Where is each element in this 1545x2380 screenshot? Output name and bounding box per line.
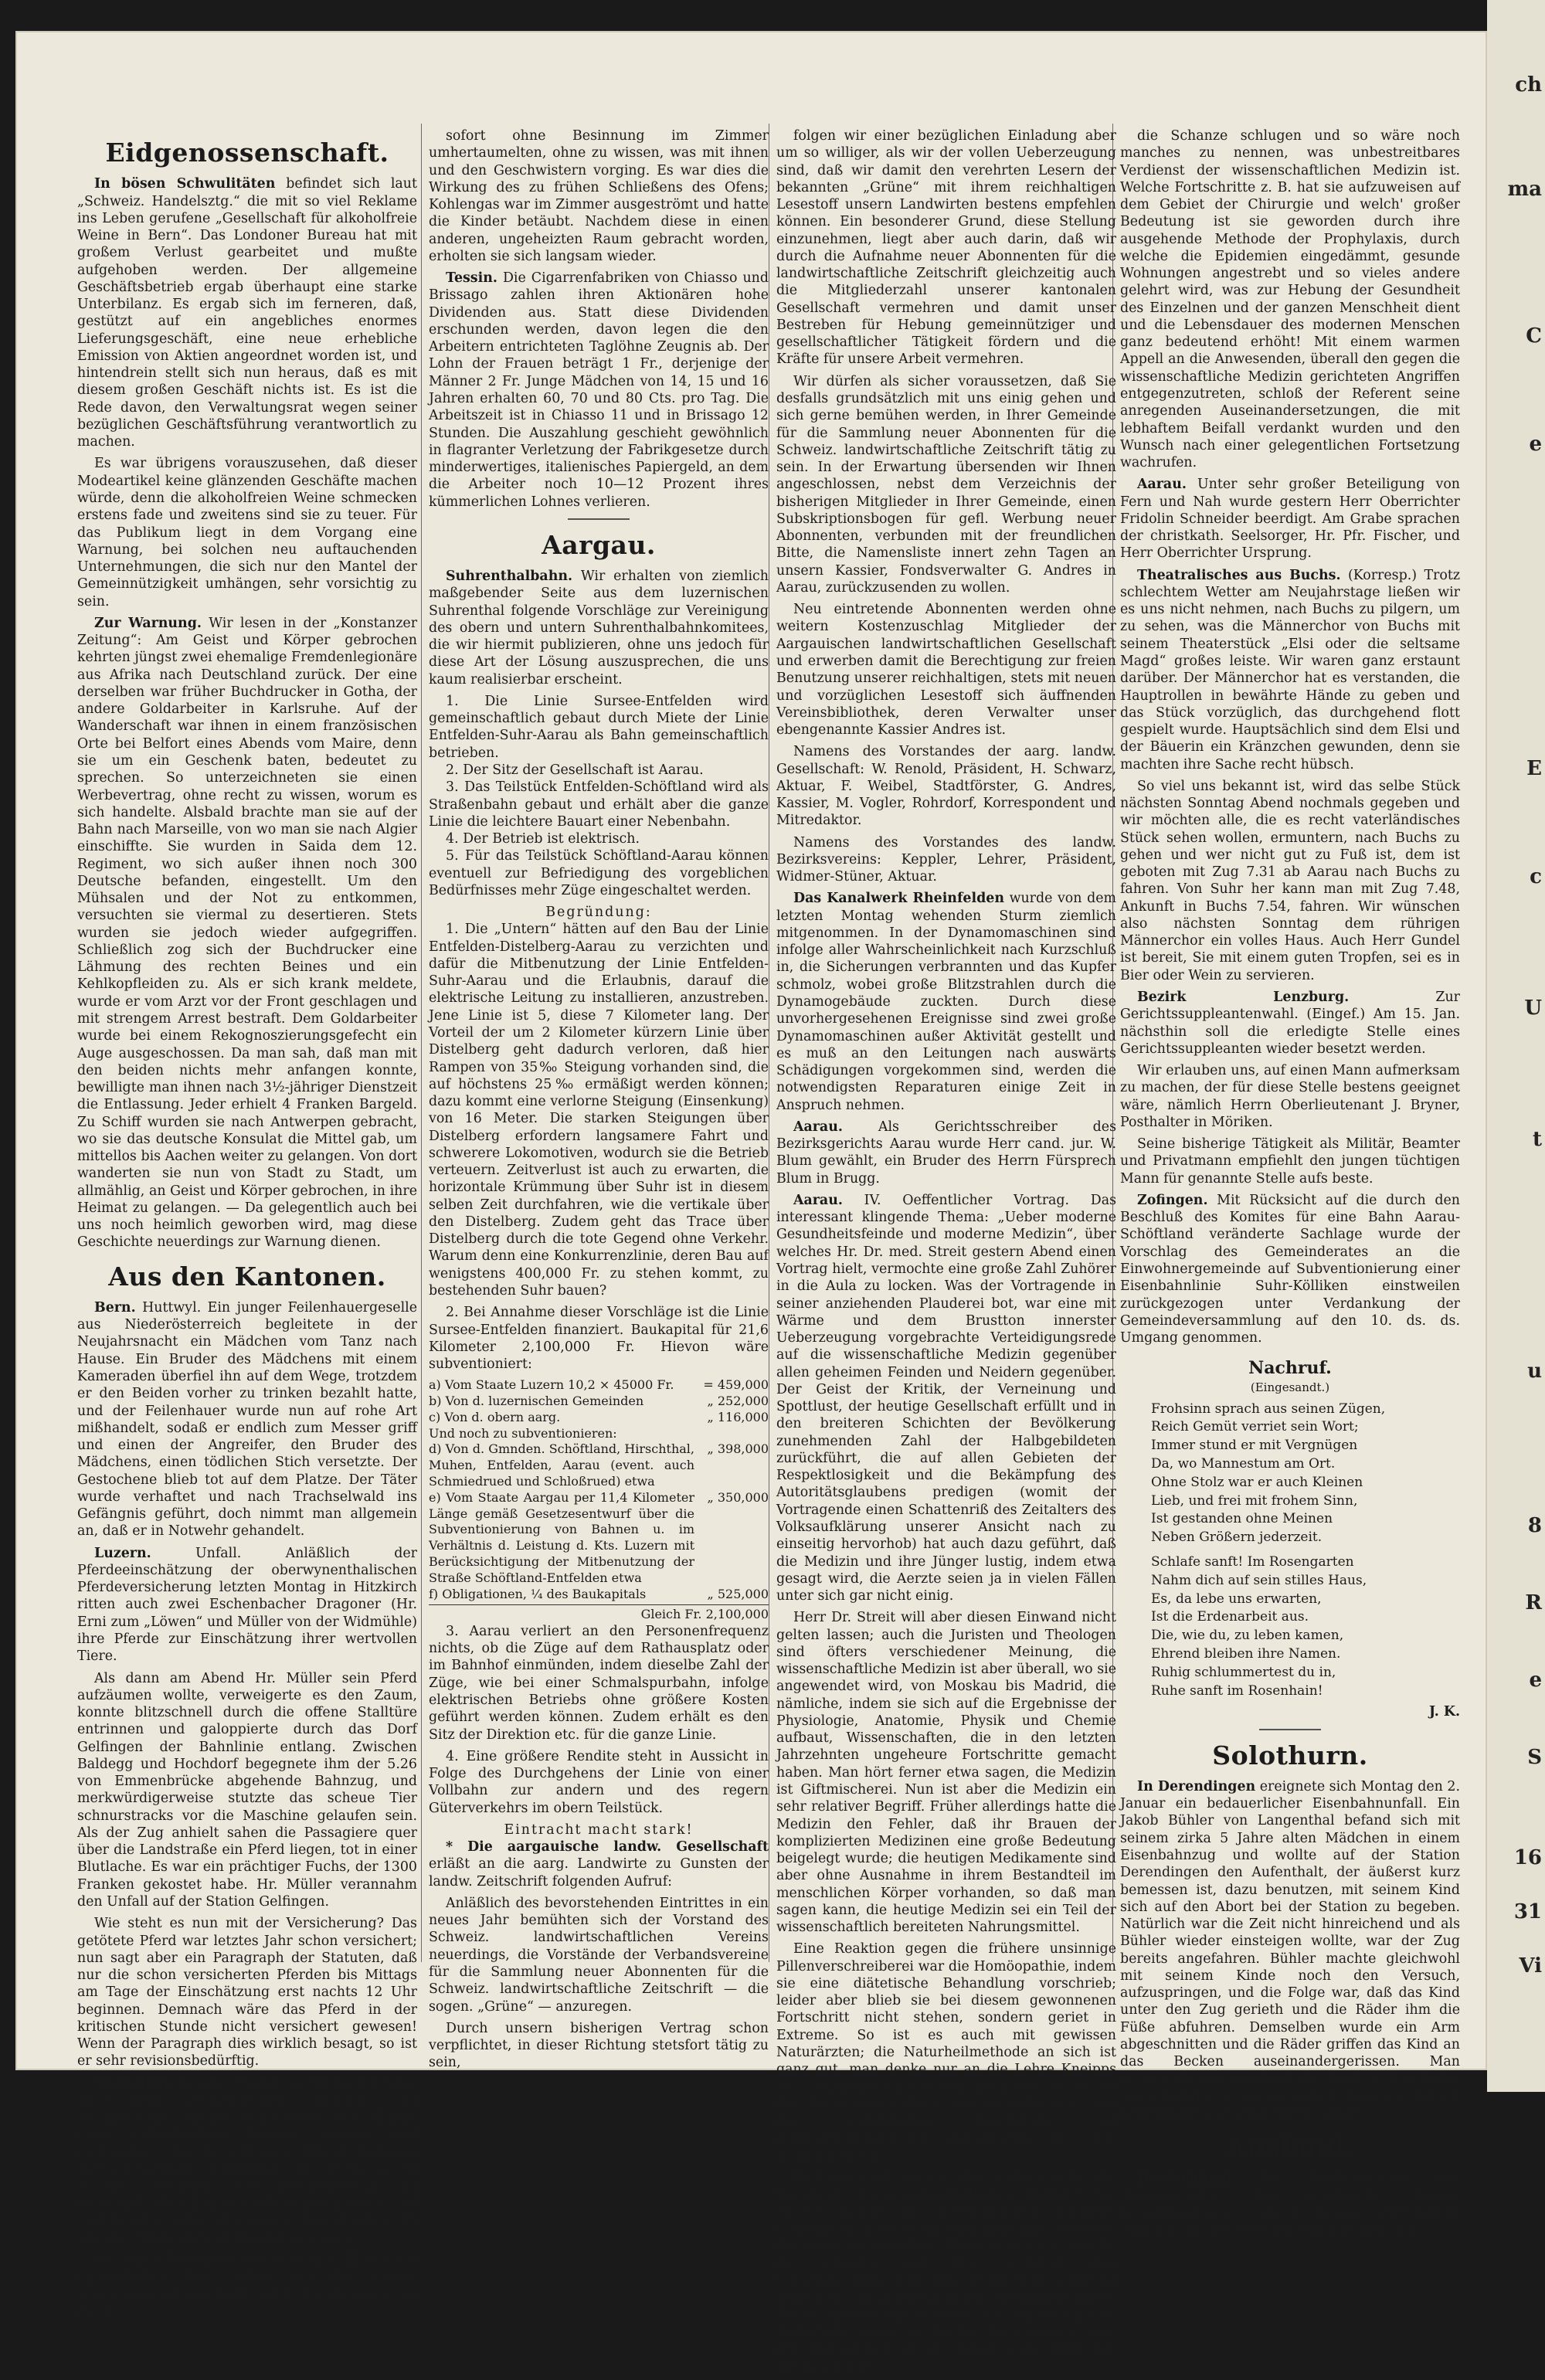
edge-glyph: 8 <box>1527 1514 1542 1537</box>
article-paragraph: Herr Dr. Streit will aber diesen Einwand nicht gelten lassen; auch die Juristen und Theologen sind öfters verschiedener Meinung, die wissenschaftliche Medizin ist aber überall, wo sie angewendet wird, von Moskau bis Madrid, die nämliche, indem sie sich auf die Ergebnisse der Physiologie, Anatomie, Physik und Chemie aufbaut, Wissenschaften, die in den letzten Jahrzehnten ungeheure Fortschritte gemacht haben. Man hört ferner etwa sagen, die Medizin ist Giftmischerei. Nun ist aber die Medizin ein sehr relativer Begriff. Früher allerdings hatte die Medizin den Fehler, daß ihr Brauen der komplizierten Medizinen eine große Bedeutung beigelegt wurde; die heutigen Medikamente sind aber ohne Ausnahme in ihrem Bestandteil im menschlichen Körper vorhanden, so daß man sagen kann, die heutige Medizin sei ein Teil der wissenschaftlich bereiteten Nahrungsmittel. <box>776 1610 1116 1936</box>
article-paragraph: Es war übrigens vorauszusehen, daß dieser Modeartikel keine glänzenden Geschäfte machen würde, denn die alkoholfreien Weine schmecken erstens fade und zweitens sind sie zu teuer. Für das Publikum liegt in dem Vorgang eine Warnung, bei solchen neu auftauchenden Unternehmungen, die sich nur den Mantel der Gemeinnützigkeit umhängen, sehr vorsichtig zu sein. <box>77 456 417 609</box>
edge-glyph: R <box>1525 1591 1542 1614</box>
divider <box>568 518 630 520</box>
article-paragraph: Wir erlauben uns, auf einen Mann aufmerksam zu machen, der für diese Stelle bestens geeignet wäre, nämlich Herrn Oberlieutenant J. Bryner, Posthalter in Möriken. <box>1120 1063 1460 1130</box>
motto: Eintracht macht stark! <box>504 1821 694 1838</box>
heading-aargau: Aargau. <box>542 529 656 560</box>
article-lenzburg: Bezirk Lenzburg. Zur Gerichtssuppleantenwahl. (Eingef.) Am 15. Jan. nächsthin soll die erledigte Stelle eines Gerichtssuppleanten wieder besetzt werden. <box>1120 990 1460 1057</box>
poem-line: Immer stund er mit Vergnügen <box>1151 1438 1358 1454</box>
poem-line: Lieb, und frei mit frohem Sinn, <box>1151 1492 1358 1509</box>
poem-line: Ist gestanden ohne Meinen <box>1151 1511 1333 1527</box>
article-kanalwerk: Das Kanalwerk Rheinfelden wurde von dem letzten Montag wehenden Sturm ziemlich mitgenommen. In der Dynamomaschinen sind infolge aller Wahrscheinlichkeit nach Kurzschluß in, die Sicherungen verbrannten und das Kupfer schmolz, wobei große Blitzstrahlen durch die Dynamogebäude zuckten. Durch diese unvorhergesehenen Ereignisse sind zwei große Dynamomaschinen außer Aktivität gestellt und es muß an den Leitungen nach auswärts Schädigungen vorgekommen sind, werden die notwendigsten Reparaturen einige Zeit in Anspruch nehmen. <box>776 891 1116 1113</box>
article-deutschland: Deutschland. Die Verdeutschung der Armeesprache. Das preußische Armee-Verordnungsblatt vom 1. Januar 1899 bringt folgende im Interesse der Sprache und der <box>1120 2171 1461 2239</box>
edge-glyph: u <box>1527 1360 1542 1383</box>
article-continued: die Schanze schlugen und so wäre noch manches zu nennen, was unbestreitbares Verdienst der wissenschaftlichen Medizin ist. Welche Fortschritte z. B. hat sie aufzuweisen auf dem Gebiet der Chirurgie und welch' großer Bedeutung ist sie geworden durch ihre ausgehende Methode der Prophylaxis, durch welche die Epidemien eingedämmt, gesunde Wohnungen angestrebt und so vieles andere gelehrt wird, was zur Hebung der Gesundheit des Einzelnen und der ganzen Menschheit dient und die Lebensdauer des modernen Menschen ganz bedeutend erhöht! Mit einem warmen Appell an die Anwesenden, überall den gegen die wissenschaftliche Medizin gerichteten Angriffen entgegenzutreten, schloß der Referent seine anregenden Auseinandersetzungen, die mit lebhaftem Beifall verdankt wurden und den Wunsch nach einer gelegentlichen Fortsetzung wachrufen. <box>1120 128 1460 471</box>
edge-glyph: C <box>1526 324 1542 348</box>
adjacent-page-edge <box>1487 0 1545 2092</box>
column-2 <box>429 127 769 2076</box>
proposal-item: 2. Der Sitz der Gesellschaft ist Aarau. <box>446 762 704 778</box>
column-3 <box>776 127 1116 2380</box>
poem-stanza-1 <box>1120 1400 1460 1547</box>
poem-line: Ehrend bleiben ihre Namen. <box>1151 1646 1341 1662</box>
article-buchs: Theatralisches aus Buchs. (Korresp.) Trotz schlechtem Wetter am Neujahrstage ließen wir es uns nicht nehmen, nach Buchs zu pilgern, um zu sehen, was die Männerchor von Buchs mit seinem Theaterstück „Elsi oder die seltsame Magd“ großes leiste. Wir waren ganz erstaunt darüber. Der Männerchor hat es verstanden, die Hauptrollen in bewährte Hände zu geben und das Stück vorzüglich, das durchgehend flott gespielt wurde. Hauptsächlich sind dem Elsi und der Bäuerin ein Kränzchen gewunden, denn sie machten ihre Sache recht hübsch. <box>1120 567 1460 772</box>
eingesandt-note: (Eingesandt.) <box>1250 1380 1330 1395</box>
column-4 <box>1120 127 1460 2244</box>
reason-item: 3. Aarau verliert an den Personenfrequenz nichts, ob die Züge auf dem Rathausplatz oder im Bahnhof einmünden, indem dieselbe Zahl der Züge, wie bei einer Schmalspurbahn, infolge elektrischen Betriebs ohne größere Kosten geführt werden können. Zudem erhält es den Sitz der Direktion etc. für die ganze Linie. <box>429 1623 769 1743</box>
heading-ausland: Ausland. <box>1226 2132 1354 2163</box>
edge-glyph: c <box>1530 865 1542 888</box>
poem-line: Frohsinn sprach aus seinen Zügen, <box>1151 1400 1386 1417</box>
edge-glyph: ma <box>1507 178 1542 201</box>
table-row: Und noch zu subventionieren: <box>429 1425 617 1441</box>
article-alkoholfreie-weine: In bösen Schwulitäten befindet sich laut „Schweiz. Handelsztg.“ die mit so viel Reklame ins Leben gerufene „Gesellschaft für alkoholfreie Weine in Bern“. Das Londoner Bureau hat mit großem Verlust gearbeitet und mußte aufgehoben werden. Der allgemeine Geschäftsbetrieb ergab überhaupt eine starke Unterbilanz. Es ergab sich im ferneren, daß, gestützt auf ein angebliches enormes Lieferungsgeschäft, eine neue erhebliche Emission von Aktien angeordnet worden ist, und hintendrein stellt sich nun heraus, daß es mit diesem großen Geschäft nichts ist. Es ist die Rede davon, den Verwaltungsrat wegen seiner bezüglichen Geschäftsführung verantwortlich zu machen. <box>77 176 417 450</box>
edge-glyph: e <box>1529 433 1542 456</box>
article-paragraph: Durch unsern bisherigen Vertrag schon verpflichtet, in dieser Richtung stetsfort tätig zu sein, <box>429 2020 769 2071</box>
proposal-item: 3. Das Teilstück Entfelden-Schöftland wird als Straßenbahn gebaut und erhält aber die ganze Linie die leichtere Bauart einer Nebenbahn. <box>429 779 769 830</box>
article-st-gallen: St. Gallen. In einer Familie in St. Gallen wäre nach dem „Stadtanzeiger“ beinahe, am Neujahrstage infolge Schliessens der Klappe eines Cylinderofens beinahe großes Leid entstanden. Die betreffenden Eltern begaben sich am Sonntag vormittag zur Kirche; sie hatten in der Meinung, daß Brennmaterial sei verbrannt, den Zug des Ofens geschlossen und fünf Kinder unter der Obhut des ältesten 15 jährigen Mädchens im Zimmer gelassen. <box>77 2075 417 2246</box>
divider <box>1259 1729 1321 1730</box>
article-luzern: Luzern. Unfall. Anläßlich der Pferdeeinschätzung der oberwynenthalischen Pferdeversicherung letzten Montag in Hitzkirch ritten auch zwei Eschenbacher Dragoner (Hr. Erni zum „Löwen“ und Müller von der Widmühle) ihre Pferde zur Einschätzung ihrer wertvollen Tiere. <box>77 1545 417 1665</box>
article-paragraph: Anläßlich des bevorstehenden Eintrittes in ein neues Jahr bemühten sich der Vorstand des Schweiz. landwirtschaftlichen Vereins neuerdings, die Vorstände der Verbandsvereine für die Sammlung neuer Abonnenten für die Schweiz. landwirtschaftliche Zeitschrift — die sogen. „Grüne“ — anzuregen. <box>429 1895 769 2015</box>
newspaper-page <box>15 31 1487 2375</box>
article-continued: sofort ohne Besinnung im Zimmer umhertaumelten, ohne zu wissen, was mit ihnen und den Geschwistern vorging. Es war dies die Wirkung des zu frühen Schließens des Ofens; Kohlengas war im Zimmer ausgeströmt und hatte die Kinder betäubt. Nachdem diese in einen anderen, ungeheizten Raum gebracht worden, erholten sie sich langsam wieder. <box>429 128 769 264</box>
edge-glyph: t <box>1532 1128 1542 1151</box>
article-tessin: Tessin. Die Cigarrenfabriken von Chiasso und Brissago zahlen ihren Aktionären hohe Dividenden aus. Statt diese Dividenden erschunden werden, davon legen die den Arbeitern entrichteten Taglöhne Zeugnis ab. Der Lohn der Frauen beträgt 1 Fr., derjenige der Männer 2 Fr. Junge Mädchen von 14, 15 und 16 Jahren erhalten 60, 70 und 80 Cts. pro Tag. Die Arbeitszeit ist in Chiasso 11 und in Brissago 12 Stunden. Die Auszahlung geschieht gewöhnlich in flagranter Verletzung der Fabrikgesetze durch minderwertiges, italienisches Papiergeld, an dem die Arbeiter noch 10—12 Prozent ihres kümmerlichen Lohnes verlieren. <box>429 270 769 510</box>
article-paragraph: Seine bisherige Tätigkeit als Militär, Beamter und Privatmann empfiehlt den jungen tüchtigen Mann für genannte Stelle aufs beste. <box>1120 1136 1460 1187</box>
edge-glyph: 31 <box>1513 1900 1542 1923</box>
edge-glyph: U <box>1524 996 1542 1020</box>
article-paragraph: Neu eintretende Abonnenten werden ohne weitern Kostenzuschlag Mitglieder der Aargauischen landwirtschaftlichen Gesellschaft und erwerben damit die Berechtigung zur freien Benutzung unserer reichhaltigen, stets mit neuen und vorzüglichen Lesestoff sich äuffnenden Vereinsbibliothek, deren Verwalter unser ebengenannte Kassier Andres ist. <box>776 602 1116 738</box>
article-suhrenthalbahn: Suhrenthalbahn. Wir erhalten von ziemlich maßgebender Seite aus dem luzernischen Suhrenthal folgende Vorschläge zur Vereinigung des obern und untern Suhrenthalbahnkomitees, die wir hiermit publizieren, ohne uns jedoch für diese Art der Lösung auszusprechen, die uns kaum realisierbar erscheint. <box>429 569 769 688</box>
article-bern: Bern. Huttwyl. Ein junger Feilenhauergeselle aus Niederösterreich begleitete in der Neujahrsnacht ein Mädchen vom Tanz nach Hause. Ein Bruder des Mädchens mit einem Kameraden überfiel ihn auf dem Wege, trotzdem er den Beiden vorher zu trinken bezahlt hatte, und der Feilenhauer wurde nun auf rohe Art mißhandelt, sodaß er endlich zum Messer griff und einen der Angreifer, den Bruder des Mädchens, einen tödlichen Stich versetzte. Der Gestochene blieb tot auf dem Platze. Der Täter wurde verhaftet und nach Trachselwald ins Gefängnis geführt, doch nimmt man allgemein an, daß er in Notwehr gehandelt. <box>77 1299 417 1540</box>
edge-glyph: Vi <box>1519 1954 1542 1978</box>
article-aarau-beerdigung: Aarau. Unter sehr großer Beteiligung von Fern und Nah wurde gestern Herr Oberrichter Fridolin Schneider beerdigt. Am Grabe sprachen der christkath. Seelsorger, Hr. Pfr. Fischer, und Herr Oberrichter Ursprung. <box>1120 477 1460 562</box>
article-paragraph: Welches sind nun auf der andern Seite die Wohltaten der wissenschaftlichen Medizin? Sie ist es, welche die unschätzbaren Heilmittel Chloroform und Cocain eingeführt hat; Vertreter der wissenschaftlichen Medizin sind es, welche die Cholera und Pest studiert, den Choleravacillus und das Pestserum entdeckt haben; der wissenschaftlichen Medizin gebildete Aerzte sind es und es ferner, die ein sehr kleine Naturärzte waren es, die bei dem Schlachtfelde der Menschheit ist ihr Leben zum Wohl der Menschheit in <box>776 2169 1116 2375</box>
article-zur-warnung: Zur Warnung. Wir lesen in der „Konstanzer Zeitung“: Am Geist und Körper gebrochen kehrten jüngst zwei ehemalige Fremdenlegionäre aus Afrika nach Deutschland zurück. Der eine derselben war früher Buchdrucker in Gotha, der andere Goldarbeiter in Karlsruhe. Auf der Wanderschaft war ihnen in einem französischen Orte bei Belfort eines Abends vom Maire, denn sie um ein Geschenk baten, bedeutet zu sprechen. So unterzeichneten sie einen Werbevertrag, ohne recht zu wissen, worum es sich handelte. Alsbald brachte man sie auf der Bahn nach Marseille, von wo man sie nach Algier einschiffte. Sie wurden in Saida dem 12. Regiment, wo sich außer ihnen noch 300 Deutsche befanden, eingestellt. Um den Mühsalen und der Not zu entkommen, versuchten sie viermal zu desertieren. Stets wurden sie jedoch wieder aufgegriffen. Schließlich zog sich der Buchdrucker eine Lähmung des rechten Beines und ein Kehlkopfleiden zu. Als er sich krank meldete, wurde er vom Arzt vor der Front geschlagen und mit strengem Arrest bestraft. Dem Goldarbeiter wurde bei einem Rekognoszierungsgefecht ein Auge ausgeschossen. Da man sah, daß man mit den beiden nichts mehr anfangen konnte, bewilligte man ihnen nach 3½-jähriger Dienstzeit die Entlassung. Jeder erhielt 4 Franken Bargeld. Zu Schiff wurden sie nach Antwerpen gebracht, wo sie das deutsche Konsulat die Mittel gab, um mittellos bis Aachen weiter zu gelangen. Von dort wanderten sie nun von Stadt zu Stadt, um allmählig, an Geist und Körper gebrochen, in ihre Heimat zu gelangen. — Da gelegentlich auch bei uns noch heimlich geworben wird, mag diese Geschichte neuerdings zur Warnung dienen. <box>77 615 418 1251</box>
proposal-item: 1. Die Linie Sursee-Entfelden wird gemeinschaftlich gebaut durch Miete der Linie Entfelden-Suhr-Aarau als Bahn gemeinschaftlich betrieben. <box>429 693 769 761</box>
poem-line: Reich Gemüt verriet sein Wort; <box>1151 1419 1359 1435</box>
reason-item: 1. Die „Untern“ hätten auf den Bau der Linie Entfelden-Distelberg-Aarau zu verzichten und dafür die Mitbenutzung der Linie Entfelden-Suhr-Aarau und die Erlaubnis, darauf die elektrische Leitung zu installieren, anzustreben. Jene Linie ist 5, diese 7 Kilometer lang. Der Vorteil der um 2 Kilometer kürzern Linie über Distelberg geht dadurch verloren, daß hier Rampen von 35‰ Steigung vorhanden sind, die auf höchstens 25‰ ermäßigt werden können; dazu kommt eine verlorne Steigung (Einsenkung) von 16 Meter. Die starken Steigungen über Distelberg erfordern langsamere Fahrt und schwerere Lokomotiven, wodurch sie die Betrieb verteuern. Zeitverlust ist auch zu erwarten, die horizontale Krümmung über Suhr ist in diesem selben Zeit durchfahren, wie die vertikale über den Distelberg. Zudem geht das Trace über Distelberg durch die tote Gegend ohne Verkehr. Warum denn eine Konkurrenzlinie, deren Bau auf wenigstens 400,000 Fr. zu stehen kommt, zu bestehenden Suhr bauen? <box>429 922 769 1299</box>
poem-stanza-2 <box>1120 1553 1460 1700</box>
heading-aus-den-kantonen: Aus den Kantonen. <box>108 1261 386 1292</box>
article-derendingen: In Derendingen ereignete sich Montag den 2. Januar ein bedauerlicher Eisenbahnunfall. Ein Jakob Bühler von Langenthal befand sich mit seinem zirka 5 Jahre alten Mädchen in einem Eisenbahnzug und wollte auf der Station Derendingen den Aufenthalt, der äußerst kurz bemessen ist, dazu benutzen, mit seinem Kind sich auf den Abort bei der Station zu begeben. Natürlich war die Zeit nicht hinreichend und als Bühler wieder einsteigen wollte, war der Zug bereits angefahren. Bühler machte gleichwohl mit seinem Kinde noch den Versuch, aufzuspringen, und die Folge war, daß das Kind unter den Zug gerieth und die Räder ihm die Füße abfuhren. Demselben wurde ein Arm abgeschnitten und die Räder griffen das Kind an das Becken auseinandergerissen. Man verbrachte das unglückliche Kind in das Spital nach Solothurn, wo es jedoch bald von seinen Leiden durch den Tod erlöst wurde. <box>1120 1778 1460 2121</box>
heading-nachruf: Nachruf. <box>1248 1358 1332 1379</box>
edge-glyph: 16 <box>1513 1846 1542 1869</box>
poem-line: Da, wo Mannestum am Ort. <box>1151 1456 1336 1472</box>
edge-glyph: E <box>1526 757 1542 780</box>
article-paragraph: Bei ihrer Rückkehr bot sich den Eltern ein entsetzliches Bild, indem bei der Kinder regungslos auf dem Sofa lagen und die größeren zwei <box>77 2252 417 2320</box>
heading-eidgenossenschaft: Eidgenossenschaft. <box>105 138 389 168</box>
table-total: Gleich Fr. 2,100,000 <box>429 1604 769 1622</box>
article-paragraph: Als dann am Abend Hr. Müller sein Pferd aufzäumen wollte, verweigerte es den Zaum, konnte blitzschnell durch die offene Stalltüre entrinnen und galoppierte durch das Dorf Gelfingen der Bahnlinie entlang. Zwischen Baldegg und Hochdorf begegnete ihm der 5.26 von Emmenbrücke abgehende Bahnzug, und merkwürdigerweise stutzte das scheue Tier schnurstracks vor die Maschine gelaufen sein. Als der Zug anhielt sahen die Passagiere quer über die Landstraße ein Pferd liegen, tot in einer Blutlache. Es war ein prächtiger Fuchs, der 1300 Franken gekostet habe. Hr. Müller verannahm den Unfall auf der Station Gelfingen. <box>77 1670 417 1910</box>
poem-line: Die, wie du, zu leben kamen, <box>1151 1628 1344 1644</box>
table-row: f) Obligationen, ¼ des Baukapitals „ 525,000 <box>429 1586 769 1601</box>
article-paragraph: So viel uns bekannt ist, wird das selbe Stück nächsten Sonntag Abend nochmals gegeben und wir möchten alle, die es recht vaterländisches Stück sehen wollen, ermuntern, nach Buchs zu gehen und wer nicht gut zu Fuß ist, dem ist geboten mit Zug 7.31 ab Aarau nach Buchs zu fahren. Von Suhr her kann man mit Zug 7.48, Ankunft in Buchs 7.54, fahren. Wir wünschen also nächsten Sonntag dem rührigen Männerchor ein volles Haus. Auch Herr Gundel ist bereit, Sie mit einem guten Tropfen, sei es in Bier oder Wein zu servieren. <box>1120 778 1460 983</box>
column-1 <box>77 127 417 2324</box>
edge-glyph: e <box>1529 1669 1542 1692</box>
proposal-item: 5. Für das Teilstück Schöftland-Aarau können eventuell zur Befriedigung des vorgeblichen Bedürfnisses mehr Züge eingeschaltet werden. <box>429 848 769 898</box>
heading-solothurn: Solothurn. <box>1212 1740 1368 1771</box>
poem-line: Ruhe sanft im Rosenhain! <box>1151 1682 1323 1699</box>
table-row: d) Von d. Gmnden. Schöftland, Hirschthal, Muhen, Entfelden, Aarau (event. auch Schmiedrued und Schloßrued) etwa „ 398,000 <box>429 1441 769 1489</box>
edge-glyph: S <box>1527 1746 1542 1769</box>
poem-signature: J. K. <box>1428 1704 1460 1720</box>
reason-item: 4. Eine größere Rendite steht in Aussicht in Folge des Durchgehens der Linie von einer Vollbahn zur andern und des regern Güterverkehrs im obern Teilstück. <box>429 1748 769 1816</box>
poem-line: Schlafe sanft! Im Rosengarten <box>1151 1554 1354 1570</box>
signatories: Namens des Vorstandes des landw. Bezirksvereins: Keppler, Lehrer, Präsident, Widmer-Stüner, Aktuar. <box>776 834 1116 885</box>
poem-line: Neben Größern jederzeit. <box>1151 1530 1323 1546</box>
table-row: a) Vom Staate Luzern 10,2 × 45000 Fr. = 459,000 <box>429 1377 769 1393</box>
column-rule <box>421 124 422 1962</box>
subsidy-table <box>429 1377 769 1623</box>
article-paragraph: Wir dürfen als sicher voraussetzen, daß Sie desfalls grundsätzlich mit uns einig gehen und sich gerne bemühen werden, in Ihrer Gemeinde für die Sammlung neuer Abonnenten für die Schweiz. landwirtschaftliche Zeitschrift tätig zu sein. In der Erwartung übersenden wir Ihnen angeschlossen, nebst dem Verzeichnis der bisherigen Mitglieder in Ihrer Gemeinde, einen Subskriptionsbogen für gefl. Werbung neuer Abonnenten, verbunden mit der freundlichen Bitte, die Namensliste innert zehn Tagen an unsern Kassier, Fondsverwalter G. Andres in Aarau, zurückzusenden zu wollen. <box>776 373 1116 596</box>
article-zofingen: Zofingen. Mit Rücksicht auf die durch den Beschluß des Komites für eine Bahn Aarau-Schöftland veränderte Sachlage wurde der Vorschlag des Gemeinderates an die Einwohnergemeinde auf Subventionierung einer Eisenbahnlinie Suhr-Kölliken einstweilen zurückgezogen unter Verdankung der Gemeindeversammlung auf den 10. ds. ds. Umgang genommen. <box>1120 1192 1460 1346</box>
proposal-item: 4. Der Betrieb ist elektrisch. <box>446 831 640 847</box>
poem-line: Ohne Stolz war er auch Kleinen <box>1151 1474 1363 1490</box>
table-row: e) Vom Staate Aargau per 11,4 Kilometer Länge gemäß Gesetzesentwurf über die Subventionierung von Bahnen u. im Verhältnis d. Leistung d. Kts. Luzern mit Berücksichtigung der Mitbenutzung der Straße Schöftland-Entfelden etwa „ 350,000 <box>429 1489 769 1585</box>
poem-line: Ist die Erdenarbeit aus. <box>1151 1609 1309 1625</box>
signatories: Namens des Vorstandes der aarg. landw. Gesellschaft: W. Renold, Präsident, H. Schwarz, Aktuar, F. Weibel, Stadtförster, G. Andres, Kassier, M. Vogler, Rohrdorf, Korrespondent und Mitredaktor. <box>776 744 1116 829</box>
article-continued: folgen wir einer bezüglichen Einladung aber um so williger, als wir der vollen Ueberzeugung sind, daß wir damit den verehrten Lesern der bekannten „Grüne“ mit ihrem reichhaltigen Lesestoff unsern Landwirten bestens empfehlen können. Ein besonderer Grund, diese Stellung einzunehmen, liegt aber auch darin, daß wir durch die Aufnahme neuer Abonnenten für die landwirtschaftliche Zeitschrift gleichzeitig auch die Mitgliederzahl unserer kantonalen Gesellschaft vermehren und damit unser Bestreben für Hebung gemeinnütziger und gesellschaftlicher Tätigkeit fördern und die Kräfte für unsere Arbeit vermehren. <box>776 128 1116 368</box>
begruendung-heading: Begründung: <box>545 905 652 921</box>
table-row: c) Von d. obern aarg. „ 116,000 <box>429 1409 769 1424</box>
article-aarau-gerichtsschreiber: Aarau. Als Gerichtsschreiber des Bezirksgerichts Aarau wurde Herr cand. jur. W. Blum gewählt, ein Bruder des Herrn Fürsprech Blum in Brugg. <box>776 1119 1116 1187</box>
reason-item: 2. Bei Annahme dieser Vorschläge ist die Linie Sursee-Entfelden finanziert. Baukapital für 21,6 Kilometer 2,100,000 Fr. Hievon wäre subventioniert: <box>429 1305 769 1373</box>
article-paragraph: Eine Reaktion gegen die frühere unsinnige Pillenverschreiberei war die Homöopathie, indem sie eine diätetische Behandlung vorschrieb; leider aber blieb sie bei diesem gewonnenen Fortschritt nicht stehen, sondern geriet in Extreme. So ist es auch mit gewissen Naturärzten; die Naturheilmethode an sich ist ganz gut, man denke nur an die Lehre Kneipps ist ja ganz gut und richtig, doch was meiste an den Naturheilverfahren aber ist Schwindel, von den berüchtigten Broschüren und Zeitungsinseraten der „Glarner Universität“ gar nicht zu reden. <box>776 1941 1116 2164</box>
article-landw-gesellschaft: * Die aargauische landw. Gesellschaft erläßt an die aarg. Landwirte zu Gunsten der landw. Zeitschrift folgenden Aufruf: <box>429 1839 769 1889</box>
article-paragraph: Wie steht es nun mit der Versicherung? Das getötete Pferd war letztes Jahr schon versichert; nun sagt aber ein Paragraph der Statuten, daß nur die schon versicherten Pferden bis Mittags am Tage der Einschätzung erst nachts 12 Uhr beginnen. Demnach wäre das Pferd in der kritischen Stunde nicht versichert gewesen! Wenn der Paragraph dies wirklich besagt, so ist er sehr revisionsbedürftig. <box>77 1916 417 2069</box>
edge-glyph: ch <box>1515 73 1542 97</box>
table-row: b) Von d. luzernischen Gemeinden „ 252,000 <box>429 1394 769 1409</box>
poem-line: Nahm dich auf sein stilles Haus, <box>1151 1572 1367 1588</box>
poem-line: Ruhig schlummertest du in, <box>1151 1664 1336 1680</box>
article-aarau-vortrag: Aarau. IV. Oeffentlicher Vortrag. Das interessant klingende Thema: „Ueber moderne Gesundheitsfeinde und moderne Medizin“, über welches Hr. Dr. med. Streit gestern Abend einen Vortrag hielt, vermochte eine große Zahl Zuhörer in die Aula zu locken. Was der Vortragende in seiner anziehenden Plauderei bot, war eine mit Wärme und dem Brustton innerster Ueberzeugung vorgebrachte Verteidigungsrede auf die wissenschaftliche Medizin gegenüber allen geheimen Feinden und Neidern gegenüber. Der Geist der Kritik, der Verneinung und Spottlust, der heutige Gesellschaft erfüllt und in den breiteren Schichten der Bevölkerung zunehmenden Zahl der Halbgebildeten zurückführt, die auf allen Gebieten der Respektlosigkeit und die Bekämpfung des Autoritätsglaubens predigen (womit der Vortragende einen Schattenriß des Zeitalters des Volksaufklärung unserer Ansicht nach zu einseitig hervorhob) hat auch dazu geführt, daß die Medizin und ihre Jünger lustig, indem etwa gesagt wird, die Aerzte seien ja in vielen Fällen unter sich gar nicht einig. <box>776 1192 1117 1604</box>
poem-line: Es, da lebe uns erwarten, <box>1151 1591 1322 1607</box>
